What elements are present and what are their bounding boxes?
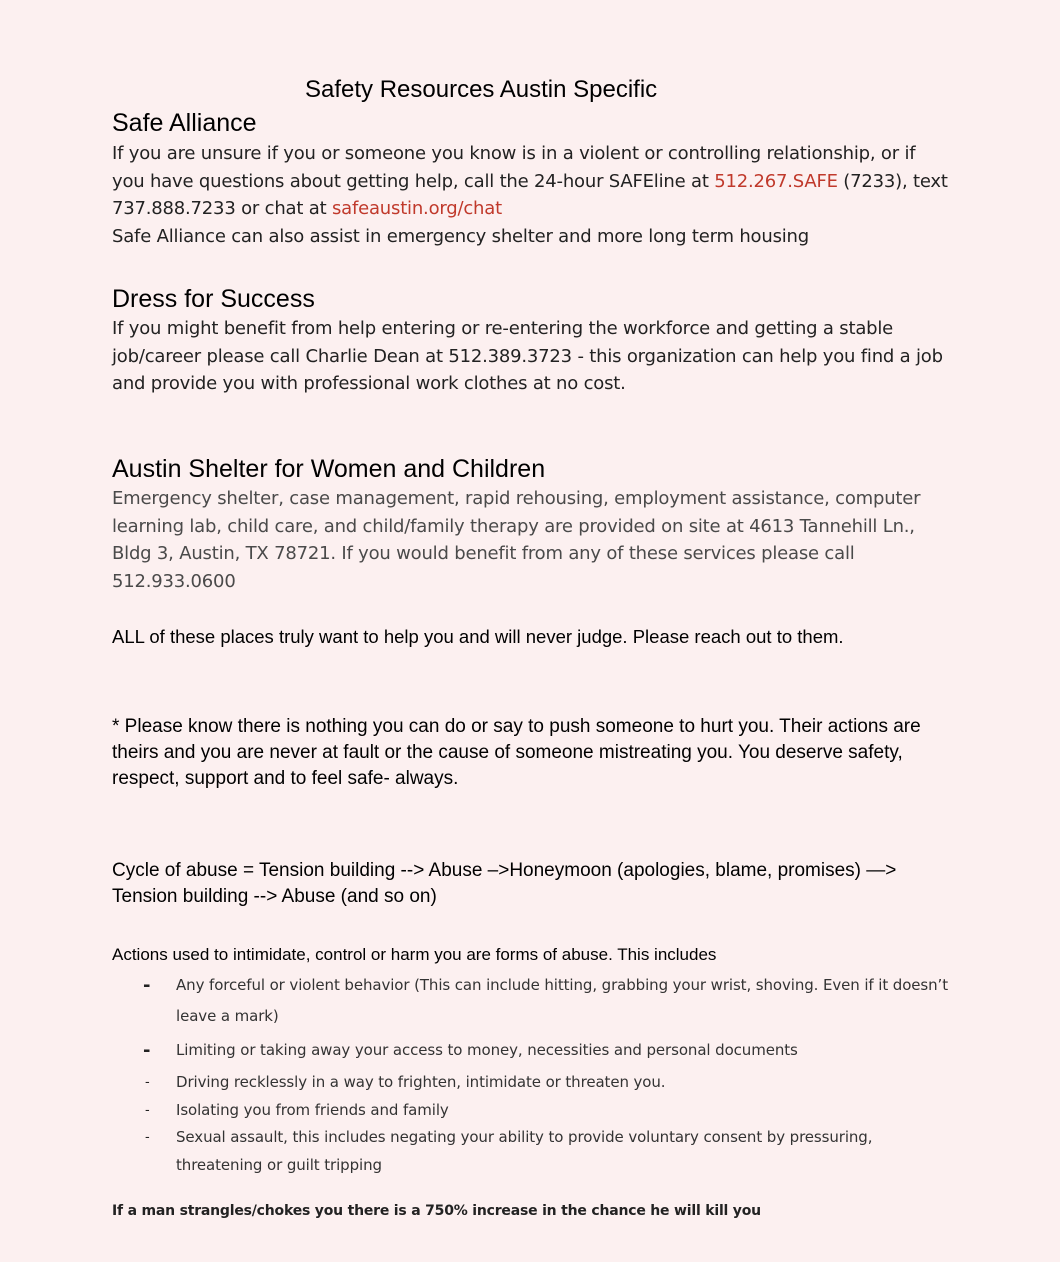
safe-alliance-heading: Safe Alliance: [112, 109, 257, 137]
safe-alliance-text-1: If you are unsure if you or someone you know is in a violent or controlling relationship, or if you have questions about getting help, call the 24-hour SAFEline at: [112, 143, 916, 192]
list-item-text: Isolating you from friends and family: [176, 1100, 449, 1119]
bullet-dash: -: [145, 1102, 150, 1118]
page-title: Safety Resources Austin Specific: [305, 76, 658, 103]
list-item-text: Sexual assault, this includes negating your ability to provide voluntary consent by pressuring, threatening or guilt tripping: [176, 1128, 873, 1174]
bullet-dash: -: [145, 1130, 150, 1145]
abuse-actions-intro: Actions used to intimidate, control or harm you are forms of abuse. This includes: [112, 945, 717, 964]
cycle-of-abuse-text: Cycle of abuse = Tension building --> Abuse –>Honeymoon (apologies, blame, promises) —> Tension building --> Abuse (and so on): [112, 860, 897, 907]
abuse-actions-list: [112, 970, 952, 1179]
austin-shelter-paragraph: Emergency shelter, case management, rapid rehousing, employment assistance, computer learning lab, child care, and child/family therapy are provided on site at 4613 Tannehill Ln., Bldg 3, Austin, TX 78721. If you would benefit from any of these services please call 512.933.0600: [112, 488, 921, 592]
dress-for-success-paragraph: If you might benefit from help entering or re-entering the workforce and getting a stable job/career please call Charlie Dean at 512.389.3723 - this organization can help you find a job and provide you with professional work clothes at no cost.: [112, 318, 943, 394]
list-item: [112, 1097, 952, 1125]
strangulation-warning: If a man strangles/chokes you there is a 750% increase in the chance he will kill you: [112, 1203, 761, 1219]
not-your-fault-text: * Please know there is nothing you can do or say to push someone to hurt you. Their actions are theirs and you are never at fault or the cause of someone mistreating you. You deserve safety, respect, support and to feel safe- always.: [112, 716, 921, 789]
list-item-text: Any forceful or violent behavior (This can include hitting, grabbing your wrist, shoving. Even if it doesn’t leave a mark): [176, 976, 948, 1025]
list-item: [112, 1069, 952, 1097]
bullet-dash: -: [145, 1075, 150, 1090]
reach-out-text: ALL of these places truly want to help you and will never judge. Please reach out to them.: [112, 626, 844, 647]
list-item: [112, 1124, 952, 1179]
safe-alliance-text-3: Safe Alliance can also assist in emergency shelter and more long term housing: [112, 225, 809, 247]
list-item: [112, 970, 952, 1032]
safeaustin-chat-link[interactable]: safeaustin.org/chat: [331, 198, 502, 219]
dress-for-success-heading: Dress for Success: [112, 285, 315, 313]
safeline-phone-link[interactable]: 512.267.SAFE: [714, 170, 838, 192]
list-item-text: Limiting or taking away your access to money, necessities and personal documents: [176, 1041, 798, 1059]
bullet-dash: -: [143, 975, 151, 996]
list-item-text: Driving recklessly in a way to frighten, intimidate or threaten you.: [176, 1073, 666, 1091]
safe-alliance-paragraph: [112, 140, 952, 250]
austin-shelter-heading: Austin Shelter for Women and Children: [112, 455, 546, 483]
safe-alliance-text-2: (7233), text 737.888.7233 or chat at: [112, 170, 948, 219]
bullet-dash: -: [143, 1040, 151, 1061]
list-item: [112, 1035, 952, 1066]
